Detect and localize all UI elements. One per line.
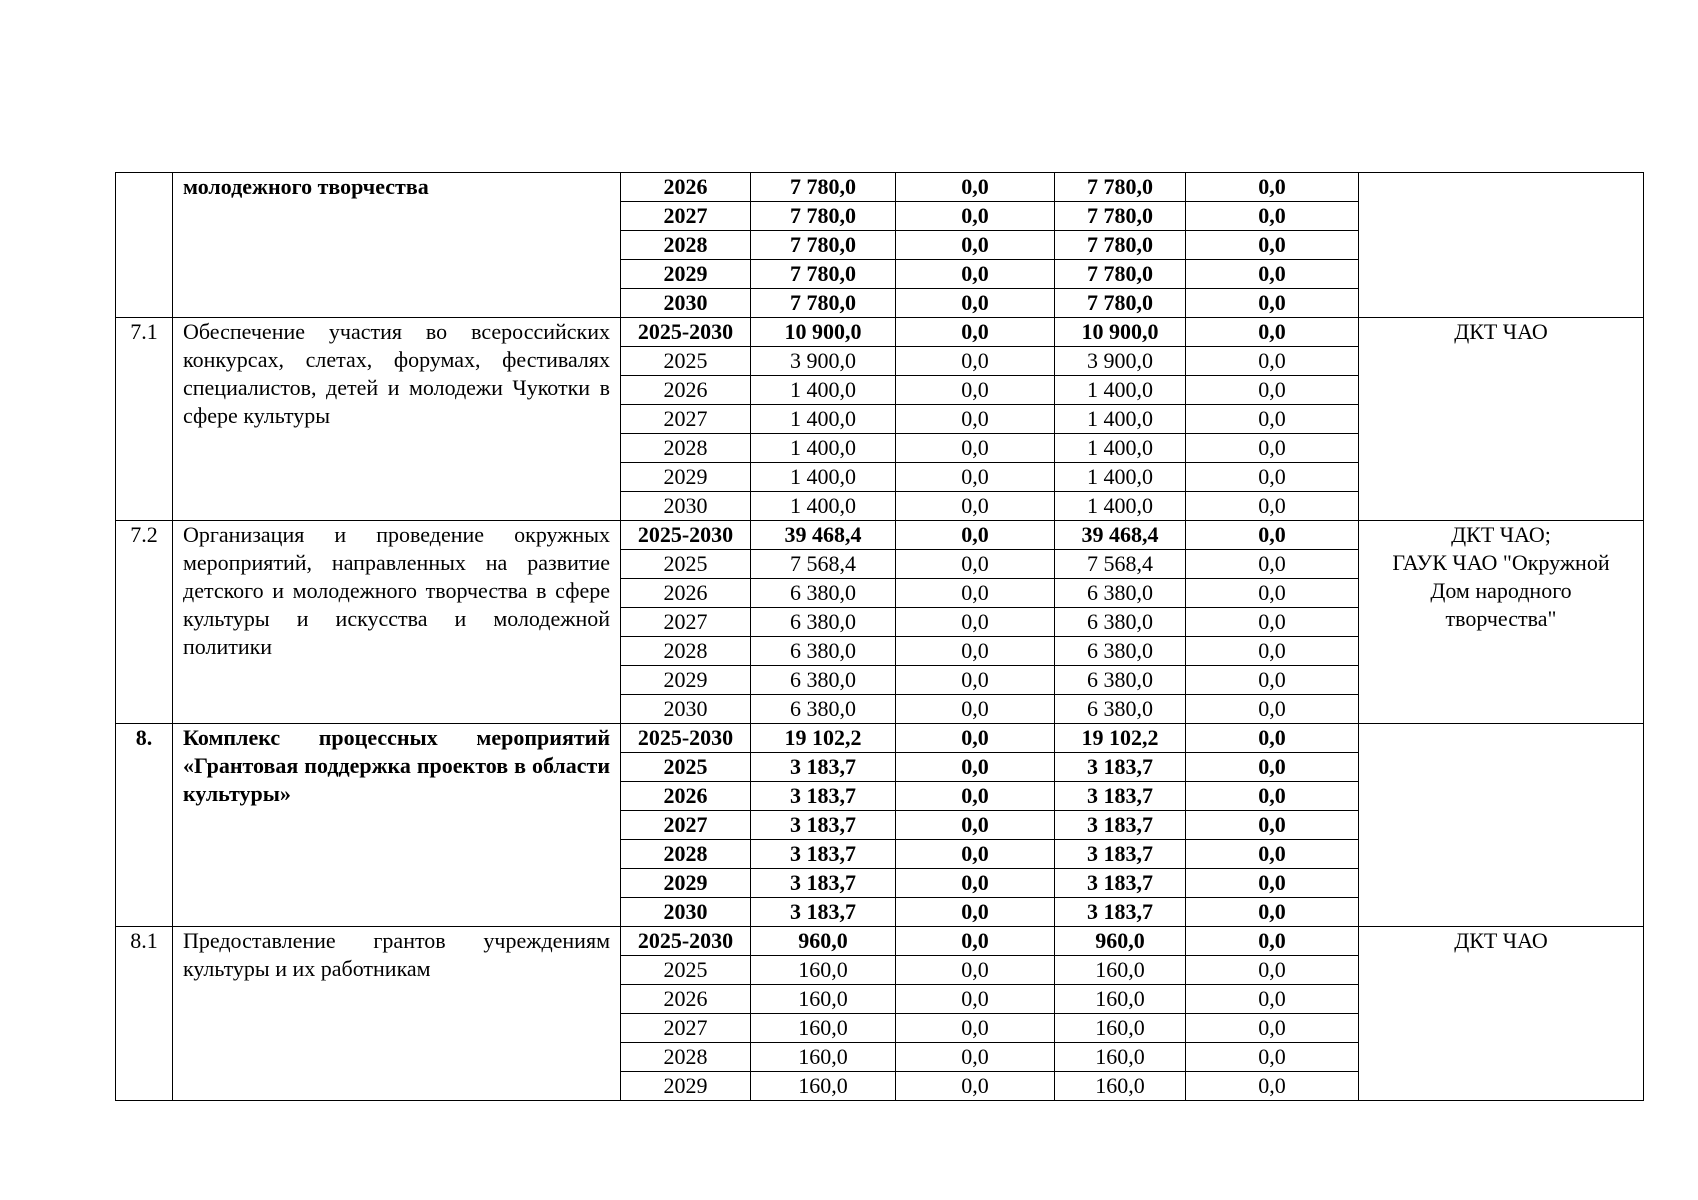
regional-budget-cell: 6 380,0	[1055, 579, 1186, 608]
other-sources-cell: 0,0	[1186, 985, 1359, 1014]
other-sources-cell: 0,0	[1186, 724, 1359, 753]
regional-budget-cell: 7 780,0	[1055, 231, 1186, 260]
year-cell: 2030	[621, 492, 751, 521]
responsible-line: ГАУК ЧАО "Окружной	[1392, 550, 1610, 575]
year-cell: 2025	[621, 550, 751, 579]
regional-budget-cell: 3 183,7	[1055, 782, 1186, 811]
regional-budget-cell: 160,0	[1055, 1014, 1186, 1043]
other-sources-cell: 0,0	[1186, 463, 1359, 492]
year-cell: 2025-2030	[621, 521, 751, 550]
other-sources-cell: 0,0	[1186, 753, 1359, 782]
other-sources-cell: 0,0	[1186, 1043, 1359, 1072]
other-sources-cell: 0,0	[1186, 434, 1359, 463]
responsible-executor	[1359, 927, 1644, 1101]
total-cell: 19 102,2	[751, 724, 896, 753]
total-cell: 3 183,7	[751, 811, 896, 840]
regional-budget-cell: 3 183,7	[1055, 811, 1186, 840]
other-sources-cell: 0,0	[1186, 521, 1359, 550]
item-number: 8.1	[116, 927, 173, 1101]
total-cell: 3 183,7	[751, 869, 896, 898]
year-cell: 2025-2030	[621, 724, 751, 753]
year-cell: 2025	[621, 753, 751, 782]
total-cell: 6 380,0	[751, 579, 896, 608]
federal-budget-cell: 0,0	[896, 637, 1055, 666]
item-number: 8.	[116, 724, 173, 927]
total-cell: 39 468,4	[751, 521, 896, 550]
year-cell: 2026	[621, 985, 751, 1014]
federal-budget-cell: 0,0	[896, 695, 1055, 724]
federal-budget-cell: 0,0	[896, 840, 1055, 869]
federal-budget-cell: 0,0	[896, 579, 1055, 608]
federal-budget-cell: 0,0	[896, 405, 1055, 434]
responsible-line: творчества"	[1445, 606, 1557, 631]
year-cell: 2026	[621, 579, 751, 608]
other-sources-cell: 0,0	[1186, 1072, 1359, 1101]
regional-budget-cell: 3 900,0	[1055, 347, 1186, 376]
regional-budget-cell: 6 380,0	[1055, 637, 1186, 666]
other-sources-cell: 0,0	[1186, 173, 1359, 202]
federal-budget-cell: 0,0	[896, 521, 1055, 550]
year-cell: 2025-2030	[621, 318, 751, 347]
year-cell: 2029	[621, 463, 751, 492]
total-cell: 160,0	[751, 1072, 896, 1101]
year-cell: 2025	[621, 347, 751, 376]
item-name: Обеспечение участия во всероссийских конкурсах, слетах, форумах, фестивалях специалистов, детей и молодежи Чукотки в сфере культуры	[173, 318, 621, 521]
year-cell: 2027	[621, 405, 751, 434]
regional-budget-cell: 1 400,0	[1055, 405, 1186, 434]
responsible-line: ДКТ ЧАО	[1454, 319, 1548, 344]
regional-budget-cell: 7 780,0	[1055, 173, 1186, 202]
regional-budget-cell: 7 780,0	[1055, 289, 1186, 318]
year-cell: 2028	[621, 231, 751, 260]
federal-budget-cell: 0,0	[896, 376, 1055, 405]
year-cell: 2028	[621, 434, 751, 463]
regional-budget-cell: 3 183,7	[1055, 840, 1186, 869]
total-cell: 1 400,0	[751, 434, 896, 463]
year-cell: 2030	[621, 695, 751, 724]
total-cell: 6 380,0	[751, 666, 896, 695]
total-cell: 3 183,7	[751, 840, 896, 869]
other-sources-cell: 0,0	[1186, 608, 1359, 637]
total-cell: 1 400,0	[751, 463, 896, 492]
regional-budget-cell: 6 380,0	[1055, 695, 1186, 724]
regional-budget-cell: 7 780,0	[1055, 260, 1186, 289]
year-cell: 2029	[621, 260, 751, 289]
federal-budget-cell: 0,0	[896, 260, 1055, 289]
year-cell: 2026	[621, 173, 751, 202]
other-sources-cell: 0,0	[1186, 289, 1359, 318]
regional-budget-cell: 1 400,0	[1055, 376, 1186, 405]
year-cell: 2026	[621, 376, 751, 405]
table-row	[116, 724, 1644, 753]
item-number: 7.1	[116, 318, 173, 521]
other-sources-cell: 0,0	[1186, 318, 1359, 347]
federal-budget-cell: 0,0	[896, 289, 1055, 318]
total-cell: 160,0	[751, 985, 896, 1014]
total-cell: 7 780,0	[751, 173, 896, 202]
item-number: 7.2	[116, 521, 173, 724]
year-cell: 2028	[621, 1043, 751, 1072]
item-name: Предоставление грантов учреждениям культуры и их работникам	[173, 927, 621, 1101]
item-name: Комплекс процессных мероприятий «Грантовая поддержка проектов в области культуры»	[173, 724, 621, 927]
total-cell: 3 183,7	[751, 898, 896, 927]
other-sources-cell: 0,0	[1186, 260, 1359, 289]
regional-budget-cell: 160,0	[1055, 1043, 1186, 1072]
year-cell: 2027	[621, 1014, 751, 1043]
year-cell: 2025-2030	[621, 927, 751, 956]
regional-budget-cell: 39 468,4	[1055, 521, 1186, 550]
year-cell: 2027	[621, 608, 751, 637]
total-cell: 7 568,4	[751, 550, 896, 579]
other-sources-cell: 0,0	[1186, 202, 1359, 231]
year-cell: 2025	[621, 956, 751, 985]
federal-budget-cell: 0,0	[896, 782, 1055, 811]
regional-budget-cell: 1 400,0	[1055, 463, 1186, 492]
other-sources-cell: 0,0	[1186, 376, 1359, 405]
other-sources-cell: 0,0	[1186, 869, 1359, 898]
responsible-executor	[1359, 724, 1644, 927]
year-cell: 2028	[621, 637, 751, 666]
federal-budget-cell: 0,0	[896, 492, 1055, 521]
other-sources-cell: 0,0	[1186, 347, 1359, 376]
regional-budget-cell: 3 183,7	[1055, 869, 1186, 898]
regional-budget-cell: 160,0	[1055, 956, 1186, 985]
regional-budget-cell: 160,0	[1055, 985, 1186, 1014]
federal-budget-cell: 0,0	[896, 434, 1055, 463]
regional-budget-cell: 3 183,7	[1055, 753, 1186, 782]
total-cell: 6 380,0	[751, 608, 896, 637]
other-sources-cell: 0,0	[1186, 695, 1359, 724]
other-sources-cell: 0,0	[1186, 637, 1359, 666]
item-number	[116, 173, 173, 318]
other-sources-cell: 0,0	[1186, 956, 1359, 985]
year-cell: 2029	[621, 666, 751, 695]
federal-budget-cell: 0,0	[896, 318, 1055, 347]
year-cell: 2028	[621, 840, 751, 869]
responsible-line: ДКТ ЧАО	[1454, 928, 1548, 953]
total-cell: 1 400,0	[751, 405, 896, 434]
total-cell: 3 183,7	[751, 753, 896, 782]
total-cell: 6 380,0	[751, 695, 896, 724]
federal-budget-cell: 0,0	[896, 173, 1055, 202]
responsible-line: ДКТ ЧАО;	[1451, 522, 1551, 547]
federal-budget-cell: 0,0	[896, 1072, 1055, 1101]
total-cell: 160,0	[751, 1014, 896, 1043]
regional-budget-cell: 10 900,0	[1055, 318, 1186, 347]
federal-budget-cell: 0,0	[896, 898, 1055, 927]
responsible-line: Дом народного	[1430, 578, 1572, 603]
federal-budget-cell: 0,0	[896, 724, 1055, 753]
other-sources-cell: 0,0	[1186, 492, 1359, 521]
federal-budget-cell: 0,0	[896, 231, 1055, 260]
total-cell: 6 380,0	[751, 637, 896, 666]
year-cell: 2030	[621, 898, 751, 927]
total-cell: 7 780,0	[751, 231, 896, 260]
federal-budget-cell: 0,0	[896, 347, 1055, 376]
federal-budget-cell: 0,0	[896, 985, 1055, 1014]
total-cell: 7 780,0	[751, 289, 896, 318]
federal-budget-cell: 0,0	[896, 753, 1055, 782]
federal-budget-cell: 0,0	[896, 1043, 1055, 1072]
other-sources-cell: 0,0	[1186, 579, 1359, 608]
other-sources-cell: 0,0	[1186, 405, 1359, 434]
regional-budget-cell: 1 400,0	[1055, 492, 1186, 521]
other-sources-cell: 0,0	[1186, 231, 1359, 260]
total-cell: 10 900,0	[751, 318, 896, 347]
other-sources-cell: 0,0	[1186, 898, 1359, 927]
total-cell: 160,0	[751, 956, 896, 985]
other-sources-cell: 0,0	[1186, 840, 1359, 869]
year-cell: 2029	[621, 1072, 751, 1101]
federal-budget-cell: 0,0	[896, 463, 1055, 492]
regional-budget-cell: 960,0	[1055, 927, 1186, 956]
year-cell: 2027	[621, 202, 751, 231]
other-sources-cell: 0,0	[1186, 550, 1359, 579]
federal-budget-cell: 0,0	[896, 811, 1055, 840]
federal-budget-cell: 0,0	[896, 1014, 1055, 1043]
total-cell: 160,0	[751, 1043, 896, 1072]
regional-budget-cell: 3 183,7	[1055, 898, 1186, 927]
other-sources-cell: 0,0	[1186, 782, 1359, 811]
regional-budget-cell: 19 102,2	[1055, 724, 1186, 753]
responsible-executor	[1359, 173, 1644, 318]
federal-budget-cell: 0,0	[896, 608, 1055, 637]
responsible-executor	[1359, 318, 1644, 521]
table-row	[116, 927, 1644, 956]
item-name: молодежного творчества	[173, 173, 621, 318]
table-body	[116, 173, 1644, 1101]
regional-budget-cell: 6 380,0	[1055, 608, 1186, 637]
year-cell: 2027	[621, 811, 751, 840]
regional-budget-cell: 7 568,4	[1055, 550, 1186, 579]
table-row	[116, 173, 1644, 202]
total-cell: 1 400,0	[751, 492, 896, 521]
total-cell: 960,0	[751, 927, 896, 956]
regional-budget-cell: 160,0	[1055, 1072, 1186, 1101]
year-cell: 2029	[621, 869, 751, 898]
total-cell: 3 900,0	[751, 347, 896, 376]
regional-budget-cell: 6 380,0	[1055, 666, 1186, 695]
federal-budget-cell: 0,0	[896, 666, 1055, 695]
year-cell: 2030	[621, 289, 751, 318]
total-cell: 7 780,0	[751, 260, 896, 289]
total-cell: 3 183,7	[751, 782, 896, 811]
table-row	[116, 318, 1644, 347]
federal-budget-cell: 0,0	[896, 550, 1055, 579]
regional-budget-cell: 1 400,0	[1055, 434, 1186, 463]
federal-budget-cell: 0,0	[896, 869, 1055, 898]
total-cell: 1 400,0	[751, 376, 896, 405]
federal-budget-cell: 0,0	[896, 927, 1055, 956]
other-sources-cell: 0,0	[1186, 811, 1359, 840]
item-name: Организация и проведение окружных мероприятий, направленных на развитие детского и молодежного творчества в сфере культуры и искусства и молодежной политики	[173, 521, 621, 724]
other-sources-cell: 0,0	[1186, 927, 1359, 956]
responsible-executor	[1359, 521, 1644, 724]
budget-table	[115, 172, 1644, 1101]
total-cell: 7 780,0	[751, 202, 896, 231]
other-sources-cell: 0,0	[1186, 1014, 1359, 1043]
other-sources-cell: 0,0	[1186, 666, 1359, 695]
federal-budget-cell: 0,0	[896, 202, 1055, 231]
federal-budget-cell: 0,0	[896, 956, 1055, 985]
regional-budget-cell: 7 780,0	[1055, 202, 1186, 231]
table-row	[116, 521, 1644, 550]
year-cell: 2026	[621, 782, 751, 811]
